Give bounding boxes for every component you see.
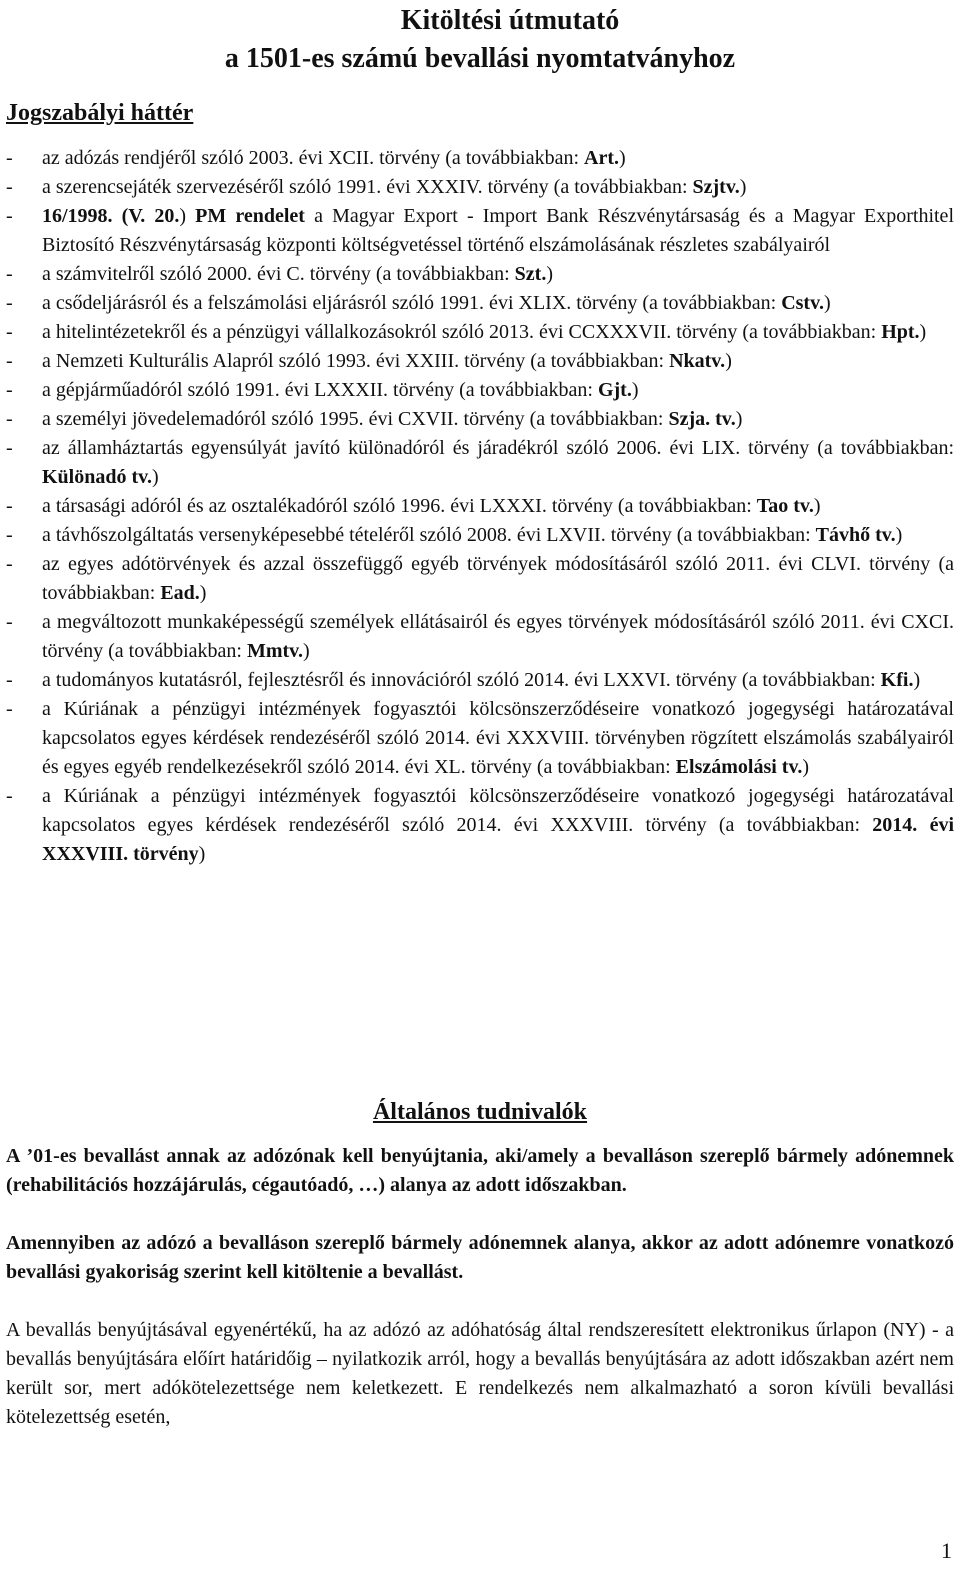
list-dash: - xyxy=(6,495,13,517)
law-text: a Kúriának a pénzügyi intézmények fogyasztói kölcsönszerződéseire vonatkozó jogegységi határozatával kapcsolatos egyes kérdések rendezéséről szóló 2014. évi XXXVIII. törvényben rögzített elszámolás szabályairól és egyes egyéb rendelkezésekről szóló 2014. évi XL. törvény (a továbbiakban: xyxy=(42,698,954,778)
law-text: a megváltozott munkaképességű személyek ellátásairól és egyes törvények módosításáról szóló 2011. évi CXCI. törvény (a továbbiakban: xyxy=(42,611,954,662)
law-list-item xyxy=(6,666,954,695)
list-dash: - xyxy=(6,524,13,546)
law-text-end: ) xyxy=(199,582,207,604)
law-abbreviation: Különadó tv. xyxy=(42,466,153,488)
law-list-item xyxy=(6,376,954,405)
law-text-end: ) xyxy=(198,843,206,865)
law-list-item xyxy=(6,608,954,666)
law-text: a számvitelről szóló 2000. évi C. törvény (a továbbiakban: xyxy=(42,263,515,285)
law-text-end: ) xyxy=(725,350,732,372)
law-abbreviation: Kfi. xyxy=(880,669,914,691)
list-dash: - xyxy=(6,292,13,314)
law-abbreviation: Szjtv. xyxy=(692,176,740,198)
document-title xyxy=(0,2,960,78)
law-list-item xyxy=(6,260,954,289)
law-text: a szerencsejáték szervezéséről szóló 1991. évi XXXIV. törvény (a továbbiakban: xyxy=(42,176,693,198)
law-text-end: ) xyxy=(631,379,639,401)
law-text: a személyi jövedelemadóról szóló 1995. évi CXVII. törvény (a továbbiakban: xyxy=(42,408,669,430)
law-text: a hitelintézetekről és a pénzügyi vállalkozásokról szóló 2013. évi CCXXXVII. törvény (a továbbiakban: xyxy=(42,321,882,343)
list-dash: - xyxy=(6,147,13,169)
law-list-item xyxy=(6,405,954,434)
law-text-end: ) xyxy=(619,147,626,169)
law-abbreviation: Szt. xyxy=(514,263,547,285)
law-text: az adózás rendjéről szóló 2003. évi XCII. törvény (a továbbiakban: xyxy=(42,147,585,169)
list-dash: - xyxy=(6,379,13,401)
law-list-item xyxy=(6,782,954,869)
law-list-item xyxy=(6,173,954,202)
list-dash: - xyxy=(6,669,13,691)
law-text: a távhőszolgáltatás versenyképesebbé tételéről szóló 2008. évi LXVII. törvény (a továbbiakban: xyxy=(42,524,816,546)
law-text: a tudományos kutatásról, fejlesztésről és innovációról szóló 2014. évi LXXVI. törvény (a továbbiakban: xyxy=(42,669,881,691)
list-dash: - xyxy=(6,698,13,720)
law-list-item xyxy=(6,347,954,376)
list-dash: - xyxy=(6,611,13,633)
law-text: a társasági adóról és az osztalékadóról szóló 1996. évi LXXXI. törvény (a továbbiakban: xyxy=(42,495,757,517)
general-info-heading: Általános tudnivalók xyxy=(372,1099,588,1125)
law-abbreviation: Cstv. xyxy=(781,292,824,314)
law-text: a gépjárműadóról szóló 1991. évi LXXXII. törvény (a továbbiakban: xyxy=(42,379,598,401)
law-list-item xyxy=(6,202,954,260)
paragraph-who-must-file: A ’01-es bevallást annak az adózónak kell benyújtania, aki/amely a bevalláson szereplő bármely adónemnek (rehabilitációs hozzájárulás, cégautóadó, …) alanya az adott időszakban. xyxy=(6,1145,954,1196)
law-list xyxy=(6,144,954,869)
law-list-item xyxy=(6,492,954,521)
law-abbreviation: Szja. tv. xyxy=(668,408,736,430)
page-number: 1 xyxy=(941,1538,952,1563)
law-text-end: ) xyxy=(735,408,743,430)
law-abbreviation: Ead. xyxy=(160,582,200,604)
paragraph-equivalent-declaration: A bevallás benyújtásával egyenértékű, ha az adózó az adóhatóság által rendszeresített elektronikus űrlapon (NY) - a bevallás benyújtására előírt határidőig – nyilatkozik arról, hogy a bevallás benyújtására az adott időszakban azért nem került sor, mert adókötelezettsége nem keletkezett. E rendelkezés nem alkalmazható a soron kívüli bevallási kötelezettség esetén, xyxy=(6,1319,954,1428)
list-dash: - xyxy=(6,785,13,807)
law-text-end: ) xyxy=(913,669,921,691)
law-text-end: ) xyxy=(303,640,310,662)
law-text-end: ) xyxy=(739,176,747,198)
title-line-2: a 1501-es számú bevallási nyomtatványhoz xyxy=(224,43,736,74)
law-text: a csődeljárásról és a felszámolási eljárásról szóló 1991. évi XLIX. törvény (a továbbiakban: xyxy=(42,292,782,314)
law-text: a Kúriának a pénzügyi intézmények fogyasztói kölcsönszerződéseire vonatkozó jogegységi határozatával kapcsolatos egyes kérdések rendezéséről szóló 2014. évi XXXVIII. törvény (a továbbiakban: xyxy=(42,785,954,836)
law-text: az államháztartás egyensúlyát javító különadóról és járadékról szóló 2006. évi LIX. törvény (a továbbiakban: xyxy=(42,437,954,459)
law-list-item xyxy=(6,144,954,173)
law-abbreviation: Mmtv. xyxy=(246,640,304,662)
law-list-item xyxy=(6,289,954,318)
list-dash: - xyxy=(6,437,13,459)
list-dash: - xyxy=(6,553,13,575)
list-dash: - xyxy=(6,408,13,430)
law-abbreviation: Gjt. xyxy=(597,379,632,401)
law-abbreviation: Távhő tv. xyxy=(815,524,896,546)
law-abbreviation: Elszámolási tv. xyxy=(675,756,803,778)
list-dash: - xyxy=(6,350,13,372)
law-text-end: ) xyxy=(152,466,159,488)
law-text-end: ) xyxy=(813,495,821,517)
law-abbreviation: Hpt. xyxy=(881,321,920,343)
law-text: a Nemzeti Kulturális Alapról szóló 1993. évi XXIII. törvény (a továbbiakban: xyxy=(42,350,670,372)
law-abbreviation: Tao tv. xyxy=(756,495,814,517)
law-list-item xyxy=(6,550,954,608)
law-list-item xyxy=(6,318,954,347)
law-text: az egyes adótörvények és azzal összefüggő egyéb törvények módosításáról szóló 2011. évi CLVI. törvény (a továbbiakban: xyxy=(42,553,954,604)
law-text-end: ) xyxy=(546,263,553,285)
paragraph-filing-frequency: Amennyiben az adózó a bevalláson szereplő bármely adónemnek alanya, akkor az adott adónemre vonatkozó bevallási gyakoriság szerint kell kitöltenie a bevallást. xyxy=(6,1232,954,1283)
law-text-end: ) xyxy=(919,321,927,343)
legal-background-heading: Jogszabályi háttér xyxy=(6,100,194,126)
law-abbreviation: 16/1998. (V. 20. xyxy=(42,205,180,227)
law-abbreviation: Art. xyxy=(584,147,620,169)
list-dash: - xyxy=(6,205,13,227)
law-text-end: ) xyxy=(802,756,810,778)
law-abbreviation: Nkatv. xyxy=(669,350,726,372)
law-list-item xyxy=(6,521,954,550)
list-dash: - xyxy=(6,321,13,343)
law-list-item xyxy=(6,695,954,782)
list-dash: - xyxy=(6,176,13,198)
law-text-end: ) xyxy=(895,524,903,546)
law-text-end: ) PM rendelet a Magyar Export - Import Bank Részvénytársaság és a Magyar Exporthitel Biztosító Részvénytársaság központi költségvetéssel történő elszámolásának részletes szabályairól xyxy=(42,205,954,256)
law-abbreviation: 2014. évi XXXVIII. törvény xyxy=(42,814,955,865)
law-text-end: ) xyxy=(824,292,831,314)
law-list-item xyxy=(6,434,954,492)
list-dash: - xyxy=(6,263,13,285)
title-line-1: Kitöltési útmutató xyxy=(400,5,620,36)
